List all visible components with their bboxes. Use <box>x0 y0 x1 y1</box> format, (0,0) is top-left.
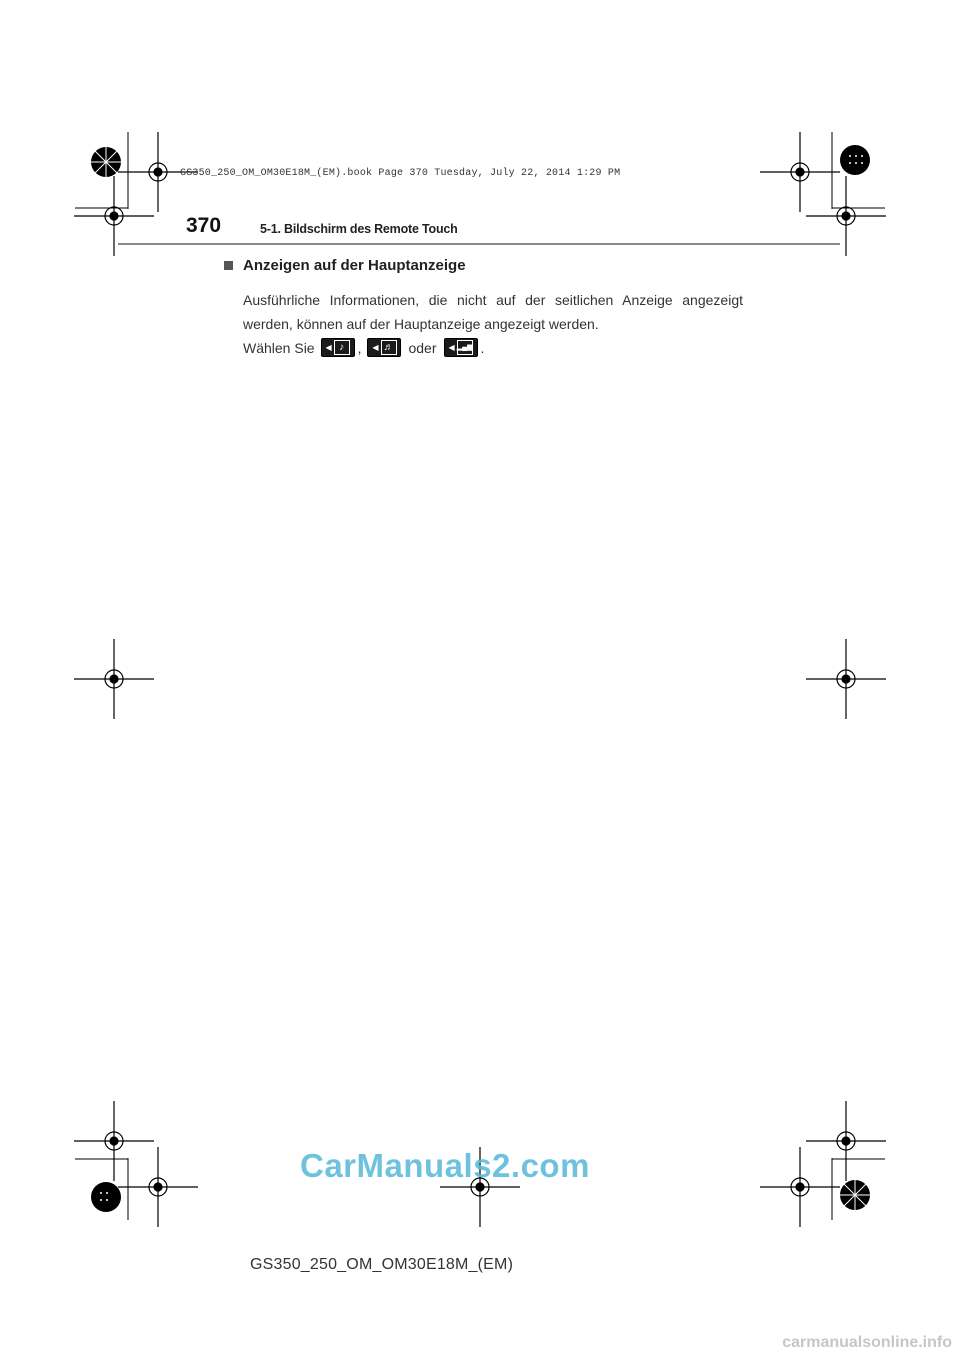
subsection-heading <box>224 257 466 274</box>
climate-screen-button <box>367 338 401 357</box>
arrow-left-icon: ◀ <box>325 342 332 352</box>
crosshair-icon <box>74 1101 154 1181</box>
starburst-icon <box>840 1180 870 1210</box>
select-instruction <box>243 338 484 357</box>
energy-bars-icon: ▂▄▆ <box>457 340 473 355</box>
arrow-left-icon: ◀ <box>372 342 379 352</box>
arrow-left-icon: ◀ <box>448 342 455 352</box>
energy-screen-button <box>444 338 478 357</box>
audio-note-icon: ♪ <box>334 340 350 355</box>
crosshair-icon <box>74 639 154 719</box>
select-suffix: . <box>480 339 485 356</box>
starburst-icon <box>840 145 870 175</box>
crosshair-icon <box>118 1147 198 1227</box>
select-separator: , <box>357 339 362 356</box>
climate-icon: ♬ <box>381 340 397 355</box>
section-title: 5-1. Bildschirm des Remote Touch <box>260 222 458 236</box>
watermark-carmanualsonline: carmanualsonline.info <box>782 1334 952 1351</box>
body-paragraph: Ausführliche Informationen, die nicht auf der seitlichen Anzeige angezeigt werden, können auf der Hauptanzeige angezeigt werden. <box>243 292 743 332</box>
print-info: GS350_250_OM_OM30E18M_(EM).book Page 370 Tuesday, July 22, 2014 1:29 PM <box>180 168 621 179</box>
crosshair-icon <box>760 1147 840 1227</box>
bullet-square-icon <box>224 261 233 270</box>
crosshair-icon <box>760 132 840 212</box>
watermark-carmanuals2: CarManuals2.com <box>300 1147 590 1184</box>
crosshair-icon <box>806 1101 886 1181</box>
starburst-icon <box>91 147 121 177</box>
page-number: 370 <box>186 214 222 237</box>
footer-document-code: GS350_250_OM_OM30E18M_(EM) <box>250 1256 514 1273</box>
select-prefix: Wählen Sie <box>243 339 315 356</box>
select-conjunction: oder <box>408 339 437 356</box>
audio-screen-button <box>321 338 355 357</box>
starburst-icon <box>91 1182 121 1212</box>
crosshair-icon <box>806 639 886 719</box>
header-rule <box>118 243 840 245</box>
heading-text: Anzeigen auf der Hauptanzeige <box>243 257 466 274</box>
